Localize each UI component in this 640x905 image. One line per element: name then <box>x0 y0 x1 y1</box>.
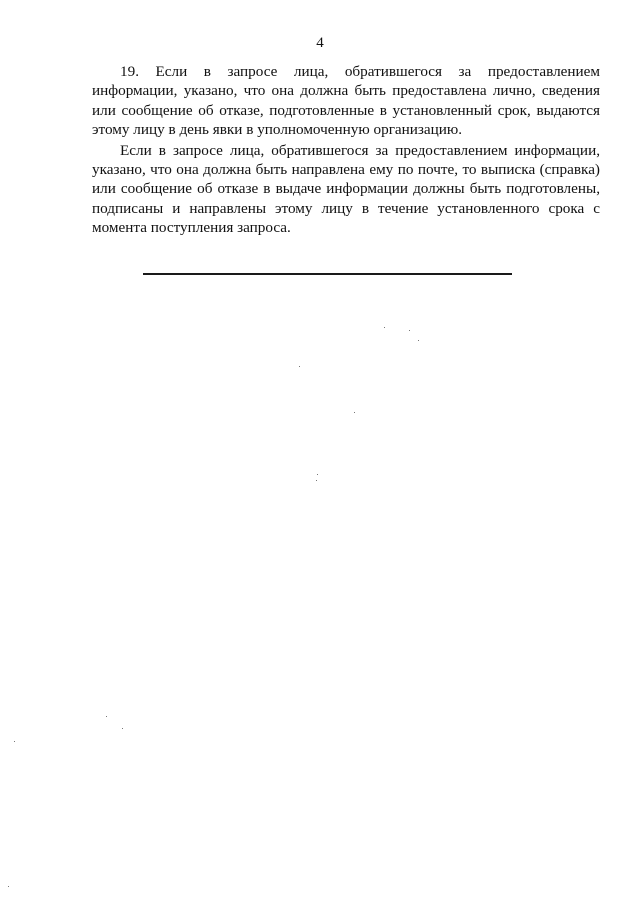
page-number: 4 <box>316 35 324 51</box>
scan-speck <box>409 330 410 331</box>
scan-speck <box>317 474 318 475</box>
scan-speck <box>316 480 317 481</box>
scan-speck <box>14 741 15 742</box>
paragraph-19: 19. Если в запросе лица, обратившегося за предоставлением информации, указано, что она должна быть предоставлена лично, сведения или сообщение об отказе, подготовленные в установленный срок, выдаются этому лицу в день явки в уполномоченную организацию. <box>92 63 600 139</box>
scan-speck <box>354 412 355 413</box>
scan-speck <box>122 728 123 729</box>
scan-speck <box>106 716 107 717</box>
scan-speck <box>418 340 419 341</box>
scan-speck <box>8 886 9 887</box>
scan-speck <box>384 327 385 328</box>
section-divider <box>143 273 512 275</box>
paragraph-mail-delivery: Если в запросе лица, обратившегося за предоставлением информации, указано, что она должна быть направлена ему по почте, то выписка (справка) или сообщение об отказе в выдаче информации должны быть подготовлены, подписаны и направлены этому лицу в течение установленного срока с момента поступления запроса. <box>92 141 600 237</box>
scan-speck <box>299 366 300 367</box>
document-body <box>92 62 600 238</box>
